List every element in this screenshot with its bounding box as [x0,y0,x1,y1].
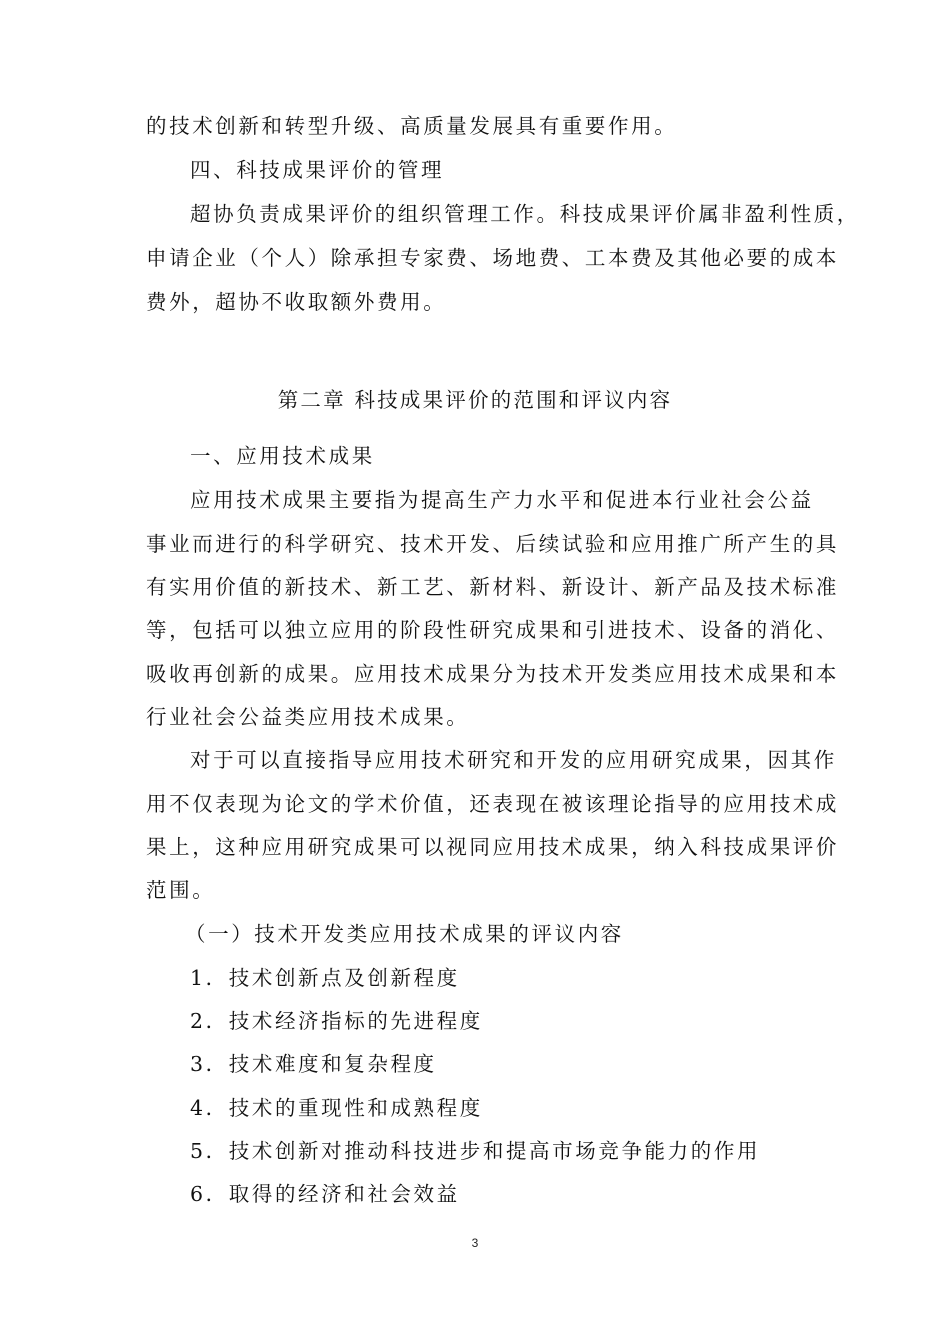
chapter-title: 第二章 科技成果评价的范围和评议内容 [277,388,673,412]
subsection-heading: （一）技术开发类应用技术成果的评议内容 [185,922,624,946]
paragraph-line: 事业而进行的科学研究、技术开发、后续试验和应用推广所产生的具 [146,532,839,556]
section-heading: 一、应用技术成果 [190,444,375,468]
paragraph-line: 范围。 [146,878,216,902]
paragraph-line: 等，包括可以独立应用的阶段性研究成果和引进技术、设备的消化、 [146,618,839,642]
paragraph-line: 费外，超协不收取额外费用。 [146,290,447,314]
paragraph-line: 果上，这种应用研究成果可以视同应用技术成果，纳入科技成果评价 [146,835,839,859]
paragraph-line: 对于可以直接指导应用技术研究和开发的应用研究成果，因其作 [190,748,837,772]
list-item: 2．技术经济指标的先进程度 [190,1009,483,1033]
paragraph-line: 吸收再创新的成果。应用技术成果分为技术开发类应用技术成果和本 [146,662,839,686]
list-item: 6．取得的经济和社会效益 [190,1182,460,1206]
paragraph-line: 应用技术成果主要指为提高生产力水平和促进本行业社会公益 [190,488,814,512]
list-item: 4．技术的重现性和成熟程度 [190,1096,483,1120]
section-heading: 四、科技成果评价的管理 [190,158,445,182]
paragraph-line: 超协负责成果评价的组织管理工作。科技成果评价属非盈利性质， [190,202,860,226]
list-item: 1．技术创新点及创新程度 [190,966,460,990]
list-item: 5．技术创新对推动科技进步和提高市场竞争能力的作用 [190,1139,761,1163]
paragraph-line: 有实用价值的新技术、新工艺、新材料、新设计、新产品及技术标准 [146,575,839,599]
paragraph-line: 的技术创新和转型升级、高质量发展具有重要作用。 [146,114,678,138]
paragraph-line: 用不仅表现为论文的学术价值，还表现在被该理论指导的应用技术成 [146,792,839,816]
page-number: 3 [471,1236,479,1250]
paragraph-line: 申请企业（个人）除承担专家费、场地费、工本费及其他必要的成本 [146,246,839,270]
paragraph-line: 行业社会公益类应用技术成果。 [146,705,470,729]
list-item: 3．技术难度和复杂程度 [190,1052,437,1076]
